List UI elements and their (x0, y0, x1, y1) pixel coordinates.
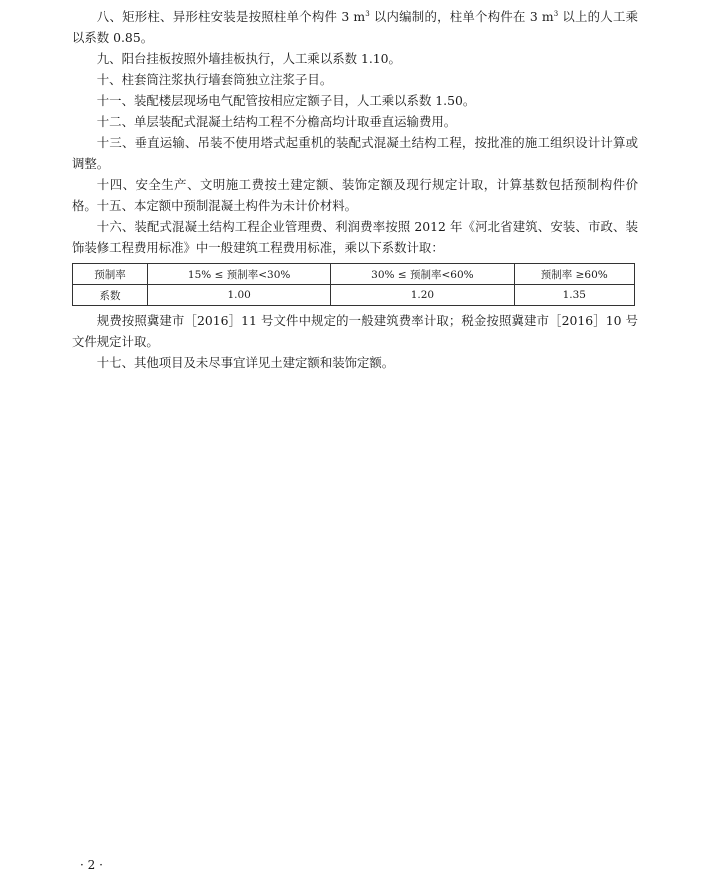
paragraph-9: 九、阳台挂板按照外墙挂板执行，人工乘以系数 1.10。 (96, 51, 401, 66)
table-cell: 30% ≤ 预制率<60% (331, 264, 514, 285)
paragraph-17: 十七、其他项目及未尽事宜详见土建定额和装饰定额。 (96, 355, 395, 370)
table-cell: 预制率 (73, 264, 148, 285)
paragraph-12: 十二、单层装配式混凝土结构工程不分檐高均计取垂直运输费用。 (96, 114, 457, 129)
page-number: · 2 · (80, 858, 103, 872)
table-row (73, 285, 635, 306)
table-header-row (73, 264, 635, 285)
table-cell: 1.20 (331, 285, 514, 306)
superscript-3: 3 (553, 10, 559, 18)
paragraph-16: 十六、装配式混凝土结构工程企业管理费、利润费率按照 2012 年《河北省建筑、安装、市政、装饰装修工程费用标准》中一般建筑工程费用标准，乘以下系数计取： (72, 219, 638, 255)
table-cell: 1.35 (514, 285, 634, 306)
paragraph-15: 十五、本定额中预制混凝土构件为未计价材料。 (96, 198, 357, 213)
table-cell: 系数 (73, 285, 148, 306)
paragraph-10: 十、柱套筒注浆执行墙套筒独立注浆子目。 (96, 72, 333, 87)
table-cell: 15% ≤ 预制率<30% (148, 264, 331, 285)
superscript-3: 3 (365, 10, 370, 18)
paragraph-8: 八、矩形柱、异形柱安装是按照柱单个构件 3 $m^3$ 以内编制的，柱单个构件在 3 $m^3$ 以上的人工乘以系数 0.85。 (72, 9, 638, 45)
paragraph-14: 十四、安全生产、文明施工费按土建定额、装饰定额及现行规定计取，计算基数包括预制构件价格。 (72, 177, 638, 213)
paragraph-fees: 规费按照冀建市［2016］11 号文件中规定的一般建筑费率计取；税金按照冀建市［2016］10 号文件规定计取。 (72, 313, 638, 349)
paragraph-13: 十三、垂直运输、吊装不使用塔式起重机的装配式混凝土结构工程，按批准的施工组织设计计算或调整。 (72, 135, 638, 171)
paragraph-11: 十一、装配楼层现场电气配管按相应定额子目，人工乘以系数 1.50。 (96, 93, 476, 108)
coefficient-table (72, 263, 635, 306)
table-cell: 预制率 ≥60% (514, 264, 634, 285)
table-cell: 1.00 (148, 285, 331, 306)
